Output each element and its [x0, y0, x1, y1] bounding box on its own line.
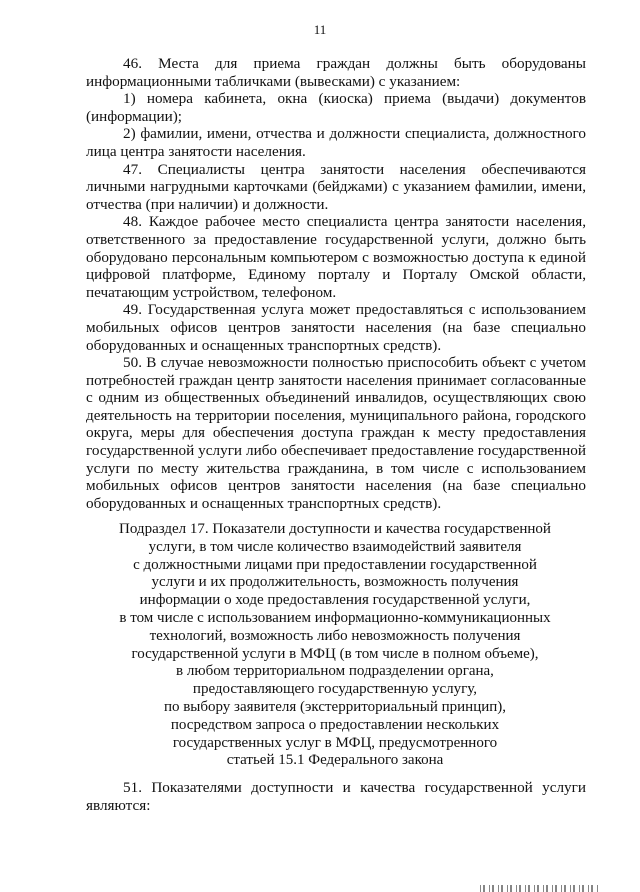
heading-line: в том числе с использованием информационно-коммуникационных [119, 609, 551, 626]
section-heading [100, 521, 570, 770]
paragraph-50: 50. В случае невозможности полностью приспособить объект с учетом потребностей граждан центр занятости населения принимает согласованные с одним из общественных объединений инвалидов, осуществляющих свою деятельность на территории поселения, муниципального района, городского округа, меры для обеспечения доступа граждан к месту предоставления государственной услуги либо обеспечивает предоставление государственной услуги по месту жительства гражданина, в том числе с использованием мобильных офисов центров занятости населения (на базе специально оборудованных и оснащенных транспортных средств). [86, 354, 586, 512]
heading-line: услуги и их продолжительность, возможность получения [151, 574, 519, 591]
heading-line: государственной услуги в МФЦ (в том числе в полном объеме), [131, 645, 539, 662]
paragraph-49: 49. Государственная услуга может предоставляться с использованием мобильных офисов центров занятости населения (на базе специально оборудованных и оснащенных транспортных средств). [86, 301, 586, 354]
heading-line: с должностными лицами при предоставлении государственной [133, 556, 537, 573]
paragraph-46-item-1: 1) номера кабинета, окна (киоска) приема (выдачи) документов (информации); [86, 90, 586, 125]
heading-line: Подраздел 17. Показатели доступности и качества государственной [119, 521, 551, 537]
paragraph-46: 46. Места для приема граждан должны быть оборудованы информационными табличками (вывесками) с указанием: [86, 55, 586, 90]
heading-line: предоставляющего государственную услугу, [192, 681, 478, 698]
paragraph-51: 51. Показателями доступности и качества государственной услуги являются: [86, 779, 586, 814]
paragraph-46-item-2: 2) фамилии, имени, отчества и должности специалиста, должностного лица центра занятости населения. [86, 125, 586, 160]
body-text [86, 55, 586, 512]
page-number: 11 [313, 22, 327, 37]
heading-line: статьей 15.1 Федерального закона [226, 752, 444, 769]
paragraph-48: 48. Каждое рабочее место специалиста центра занятости населения, ответственного за предоставление государственной услуги, должно быть оборудовано персональным компьютером с возможностью доступа к единой цифровой платформе, Единому порталу и Порталу Омской области, печатающим устройством, телефоном. [86, 213, 586, 301]
heading-line: государственных услуг в МФЦ, предусмотренного [172, 734, 498, 751]
heading-line: по выбору заявителя (экстерриториальный принцип), [163, 698, 507, 715]
heading-line: технологий, возможность либо невозможность получения [149, 627, 521, 644]
heading-line: в любом территориальном подразделении органа, [176, 663, 494, 680]
heading-line: посредством запроса о предоставлении нескольких [170, 716, 500, 733]
body-text-continued [86, 779, 586, 814]
heading-line: услуги, в том числе количество взаимодействий заявителя [148, 538, 522, 555]
heading-line: информации о ходе предоставления государственной услуги, [139, 592, 531, 609]
scan-barcode-mark [480, 885, 600, 892]
paragraph-47: 47. Специалисты центра занятости населения обеспечиваются личными нагрудными карточками (бейджами) с указанием фамилии, имени, отчества (при наличии) и должности. [86, 160, 586, 213]
